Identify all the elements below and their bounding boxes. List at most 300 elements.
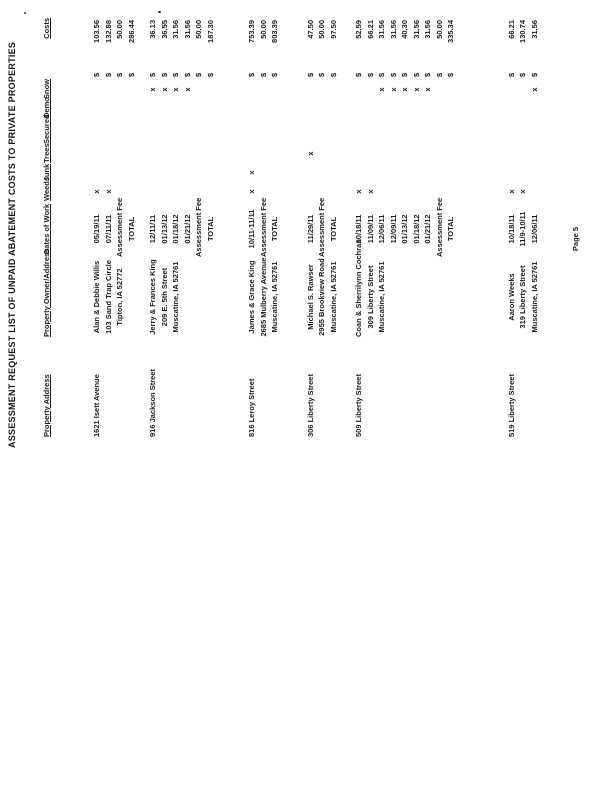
currency-symbol: $ — [126, 72, 136, 77]
mark-cell-weeds: x — [92, 189, 101, 194]
mark-cell-trees — [399, 144, 411, 163]
mark-cell-secured — [529, 118, 541, 144]
spacer-row — [216, 18, 246, 437]
mark-cell-secured — [170, 118, 182, 144]
table-header-row — [42, 18, 55, 437]
mark-cell-junk — [445, 163, 457, 182]
table-row-group1 — [103, 18, 115, 437]
owner-address-cell: Muscatine, IA 52761 — [328, 261, 338, 333]
spacer-row — [339, 18, 353, 437]
cost-amount: 132.88 — [103, 20, 113, 43]
currency-symbol: $ — [92, 72, 101, 77]
column-header-property-owner-address: Property Owner/Address — [42, 248, 51, 337]
mark-cell-weeds — [388, 182, 400, 201]
cost-cell — [529, 18, 541, 80]
mark-cell-demo — [388, 99, 400, 118]
owner-address-cell: 2955 Brookview Road — [317, 258, 326, 336]
mark-cell-snow — [506, 80, 518, 99]
column-header-trees: Trees — [42, 143, 51, 163]
cost-amount: 36.13 — [148, 20, 157, 39]
date-of-work-cell: 12/06/11 — [529, 214, 539, 244]
owner-address-cell: 309 Liberty Street — [365, 265, 375, 329]
cost-amount: 803.39 — [270, 20, 279, 43]
owner-address-cell: Tipton, IA 52772 — [115, 268, 124, 326]
owner-address-cell: Muscatine, IA 52761 — [377, 261, 386, 333]
mark-cell-junk — [126, 163, 138, 182]
property-address-cell — [193, 337, 205, 437]
owner-address-cell: Muscatine, IA 52761 — [529, 261, 539, 333]
page-number: Page 5 — [571, 226, 580, 252]
property-address-cell — [258, 337, 270, 437]
cost-cell — [305, 18, 317, 80]
property-address-cell — [445, 337, 457, 437]
mark-cell-trees — [388, 144, 400, 163]
mark-cell-weeds: x — [354, 189, 363, 194]
mark-cell-junk — [147, 163, 159, 182]
mark-cell-snow: x — [159, 87, 169, 92]
cost-amount: 286.44 — [126, 20, 136, 43]
currency-symbol: $ — [377, 72, 386, 77]
mark-cell-junk — [365, 163, 377, 182]
table-row-group1 — [91, 18, 103, 437]
owner-address-cell: 2685 Mulberry Avenue — [258, 257, 268, 337]
cost-cell — [399, 18, 411, 80]
cost-cell — [170, 18, 182, 80]
spacer-cell — [137, 18, 147, 437]
owner-address-cell: James & Grace King — [247, 260, 256, 334]
mark-cell-demo — [445, 99, 457, 118]
table-row-group6 — [517, 18, 529, 437]
date-of-work-cell: Assessment Fee — [258, 197, 268, 257]
date-of-work-cell: 10/18/11 — [506, 214, 516, 244]
mark-cell-junk — [434, 163, 446, 182]
property-address-cell — [170, 337, 182, 437]
mark-cell-demo — [411, 99, 423, 118]
property-address-cell: 519 Liberty Street — [506, 374, 516, 437]
mark-cell-demo — [529, 99, 541, 118]
mark-cell-secured — [517, 118, 529, 144]
column-header-property-address: Property Address — [42, 374, 51, 437]
cost-cell — [434, 18, 446, 80]
currency-symbol: $ — [247, 72, 256, 77]
mark-cell-weeds — [147, 182, 159, 201]
mark-cell-weeds — [399, 182, 411, 201]
mark-cell-secured — [246, 118, 258, 144]
mark-cell-secured — [193, 118, 205, 144]
cost-amount: 66.21 — [365, 20, 375, 39]
owner-address-cell: 209 E. 5th Street — [159, 267, 169, 327]
date-of-work-cell: 01/18/12 — [411, 214, 421, 244]
scan-speck — [158, 11, 161, 13]
currency-symbol: $ — [270, 72, 279, 77]
mark-cell-junk — [182, 163, 194, 182]
cost-amount: 50.00 — [115, 20, 124, 39]
currency-symbol: $ — [171, 72, 180, 77]
property-address-cell — [269, 337, 281, 437]
mark-cell-snow — [445, 80, 457, 99]
cost-cell — [114, 18, 126, 80]
cost-amount: 335.34 — [446, 20, 455, 43]
mark-cell-junk — [529, 163, 541, 182]
currency-symbol: $ — [328, 72, 338, 77]
cost-amount: 187.30 — [205, 20, 215, 43]
mark-cell-demo — [434, 99, 446, 118]
date-of-work-cell: 11/09/11 — [365, 214, 375, 244]
mark-cell-junk — [422, 163, 434, 182]
date-of-work-cell: 12/09/11 — [388, 214, 398, 244]
currency-symbol: $ — [182, 72, 192, 77]
table-row-group5 — [365, 18, 377, 437]
mark-cell-junk — [193, 163, 205, 182]
mark-cell-demo — [193, 99, 205, 118]
cost-cell — [316, 18, 328, 80]
cost-cell — [193, 18, 205, 80]
mark-cell-secured — [445, 118, 457, 144]
mark-cell-demo — [182, 99, 194, 118]
owner-address-cell: Muscatine, IA 52761 — [270, 261, 279, 333]
mark-cell-junk — [328, 163, 340, 182]
cost-cell — [353, 18, 365, 80]
cost-amount: 31.56 — [529, 20, 539, 39]
cost-amount: 753.39 — [247, 20, 256, 43]
mark-cell-secured — [365, 118, 377, 144]
mark-cell-trees — [126, 144, 138, 163]
cost-cell — [365, 18, 377, 80]
mark-cell-snow — [205, 80, 217, 99]
mark-cell-junk: x — [247, 170, 256, 175]
table-row-group5 — [422, 18, 434, 437]
table-row-group4 — [328, 18, 340, 437]
mark-cell-junk — [205, 163, 217, 182]
property-address-cell — [399, 337, 411, 437]
mark-cell-demo — [365, 99, 377, 118]
mark-cell-junk — [269, 163, 281, 182]
mark-cell-trees — [506, 144, 518, 163]
mark-cell-secured — [182, 118, 194, 144]
cost-cell — [159, 18, 171, 80]
mark-cell-secured — [91, 118, 103, 144]
date-of-work-cell: 01/18/12 — [171, 214, 180, 244]
mark-cell-demo — [103, 99, 115, 118]
mark-cell-trees — [91, 144, 103, 163]
owner-address-cell: Aaron Weeks — [506, 273, 516, 321]
mark-cell-secured — [205, 118, 217, 144]
cost-amount: 50.00 — [258, 20, 268, 39]
mark-cell-weeds — [529, 182, 541, 201]
mark-cell-trees — [103, 144, 115, 163]
property-address-cell — [182, 337, 194, 437]
owner-address-cell: Michael S. Rawser — [305, 264, 315, 330]
mark-cell-trees — [445, 144, 457, 163]
mark-cell-demo — [147, 99, 159, 118]
table-row-group3 — [246, 18, 258, 437]
table-row-group5 — [434, 18, 446, 437]
table-row-group3 — [258, 18, 270, 437]
mark-cell-secured — [114, 118, 126, 144]
cost-cell — [388, 18, 400, 80]
mark-cell-secured — [316, 118, 328, 144]
mark-cell-secured — [434, 118, 446, 144]
mark-cell-weeds — [422, 182, 434, 201]
mark-cell-trees — [529, 144, 541, 163]
mark-cell-trees — [422, 144, 434, 163]
mark-cell-junk — [170, 163, 182, 182]
spacer-cell — [457, 18, 506, 437]
mark-cell-demo — [517, 99, 529, 118]
date-of-work-cell: 11/9-10/11 — [518, 211, 527, 247]
mark-cell-weeds — [126, 182, 138, 201]
cost-amount: 40.30 — [400, 20, 409, 39]
mark-cell-junk — [114, 163, 126, 182]
cost-cell — [205, 18, 217, 80]
mark-cell-demo — [114, 99, 126, 118]
currency-symbol: $ — [354, 72, 363, 77]
date-of-work-cell: 01/21/12 — [182, 214, 192, 244]
mark-cell-demo — [506, 99, 518, 118]
table-row-group2 — [147, 18, 159, 437]
property-address-cell — [126, 337, 138, 437]
table-row-group5 — [353, 18, 365, 437]
currency-symbol: $ — [205, 72, 215, 77]
mark-cell-junk — [388, 163, 400, 182]
owner-address-cell: Muscatine, IA 52761 — [171, 261, 180, 333]
mark-cell-snow: x — [148, 87, 157, 92]
cost-amount: 52.59 — [354, 20, 363, 39]
mark-cell-secured — [376, 118, 388, 144]
currency-symbol: $ — [317, 72, 326, 77]
column-header-junk: Junk — [42, 163, 51, 182]
date-of-work-cell: TOTAL — [328, 216, 338, 242]
mark-cell-snow — [114, 80, 126, 99]
date-of-work-cell: 01/13/12 — [159, 214, 169, 244]
property-address-cell — [114, 337, 126, 437]
cost-amount: 31.56 — [423, 20, 432, 39]
owner-address-cell — [422, 257, 434, 337]
mark-cell-junk — [517, 163, 529, 182]
currency-symbol: $ — [411, 72, 421, 77]
mark-cell-snow — [305, 80, 317, 99]
mark-cell-weeds — [170, 182, 182, 201]
mark-cell-secured — [353, 118, 365, 144]
mark-cell-secured — [411, 118, 423, 144]
cost-amount: 31.56 — [171, 20, 180, 39]
property-address-cell — [388, 337, 400, 437]
property-address-cell — [376, 337, 388, 437]
cost-cell — [411, 18, 423, 80]
column-header-costs: Costs — [42, 18, 51, 39]
mark-cell-trees — [376, 144, 388, 163]
currency-symbol: $ — [400, 72, 409, 77]
property-address-cell — [328, 337, 340, 437]
table-row-group2 — [193, 18, 205, 437]
mark-cell-snow — [246, 80, 258, 99]
mark-cell-junk — [159, 163, 171, 182]
mark-cell-junk — [103, 163, 115, 182]
mark-cell-junk — [399, 163, 411, 182]
mark-cell-demo — [305, 99, 317, 118]
mark-cell-demo — [170, 99, 182, 118]
mark-cell-trees — [365, 144, 377, 163]
currency-symbol: $ — [365, 72, 375, 77]
mark-cell-weeds: x — [103, 189, 113, 194]
date-of-work-cell: 07/11/11 — [103, 214, 113, 244]
currency-symbol: $ — [529, 72, 539, 77]
property-address-cell: 306 Liberty Street — [305, 374, 315, 437]
table-row-group5 — [376, 18, 388, 437]
cost-amount: 47.50 — [305, 20, 315, 39]
owner-address-cell: Coan & Sherrilynn Cochran — [354, 239, 363, 337]
date-of-work-cell: 11/29/11 — [305, 214, 315, 244]
currency-symbol: $ — [434, 72, 444, 77]
date-of-work-cell: Assessment Fee — [115, 197, 124, 257]
cost-amount: 31.56 — [388, 20, 398, 39]
cost-amount: 130.74 — [518, 20, 527, 43]
cost-cell — [258, 18, 270, 80]
mark-cell-demo — [316, 99, 328, 118]
table-row-group2 — [205, 18, 217, 437]
cost-amount: 103.56 — [92, 20, 101, 43]
cost-cell — [506, 18, 518, 80]
spacer-cell — [281, 18, 305, 437]
cost-cell — [445, 18, 457, 80]
date-of-work-cell: 01/21/12 — [423, 214, 432, 244]
cost-cell — [328, 18, 340, 80]
mark-cell-secured — [399, 118, 411, 144]
mark-cell-junk — [411, 163, 423, 182]
table-row-group2 — [159, 18, 171, 437]
mark-cell-snow — [365, 80, 377, 99]
table-row-group5 — [399, 18, 411, 437]
currency-symbol: $ — [258, 72, 268, 77]
mark-cell-snow: x — [182, 87, 192, 92]
mark-cell-trees — [434, 144, 446, 163]
mark-cell-snow — [316, 80, 328, 99]
mark-cell-snow: x — [377, 87, 386, 92]
date-of-work-cell: 05/19/11 — [92, 214, 101, 244]
mark-cell-snow — [328, 80, 340, 99]
table-row-group5 — [411, 18, 423, 437]
currency-symbol: $ — [148, 72, 157, 77]
column-header-secured: Secured — [42, 114, 51, 144]
spacer-row — [137, 18, 147, 437]
owner-address-cell — [126, 257, 138, 337]
spacer-cell — [216, 18, 246, 437]
property-address-cell: 1621 Isett Avenue — [92, 374, 101, 437]
mark-cell-snow: x — [423, 87, 432, 92]
mark-cell-trees — [316, 144, 328, 163]
mark-cell-secured — [506, 118, 518, 144]
mark-cell-secured — [388, 118, 400, 144]
cost-cell — [126, 18, 138, 80]
mark-cell-demo — [246, 99, 258, 118]
cost-cell — [376, 18, 388, 80]
cost-amount: 31.56 — [377, 20, 386, 39]
mark-cell-secured — [126, 118, 138, 144]
property-address-cell — [365, 337, 377, 437]
mark-cell-trees — [159, 144, 171, 163]
mark-cell-snow: x — [529, 87, 539, 92]
table-row-group2 — [182, 18, 194, 437]
spacer-cell — [339, 18, 353, 437]
property-address-cell — [205, 337, 217, 437]
mark-cell-demo — [205, 99, 217, 118]
currency-symbol: $ — [446, 72, 455, 77]
currency-symbol: $ — [159, 72, 169, 77]
mark-cell-weeds — [269, 182, 281, 201]
mark-cell-trees — [193, 144, 205, 163]
table-row-group1 — [114, 18, 126, 437]
table-row-group2 — [170, 18, 182, 437]
mark-cell-snow — [91, 80, 103, 99]
property-address-cell — [529, 337, 541, 437]
property-address-cell — [434, 337, 446, 437]
mark-cell-secured — [103, 118, 115, 144]
owner-address-cell — [182, 257, 194, 337]
currency-symbol: $ — [115, 72, 124, 77]
date-of-work-cell: 12/06/11 — [377, 214, 386, 244]
cost-cell — [517, 18, 529, 80]
mark-cell-snow — [193, 80, 205, 99]
owner-address-cell: Jerry & Frances King — [148, 259, 157, 335]
spacer-row — [55, 18, 91, 437]
cost-cell — [91, 18, 103, 80]
scan-speck — [24, 12, 26, 14]
mark-cell-demo — [399, 99, 411, 118]
table-row-group6 — [506, 18, 518, 437]
property-address-cell: 509 Liberty Street — [354, 374, 363, 437]
currency-symbol: $ — [194, 72, 203, 77]
property-address-cell — [517, 337, 529, 437]
table-row-group1 — [126, 18, 138, 437]
document-title: ASSESSMENT REQUEST LIST OF UNPAID ABATEMENT COSTS TO PRIVATE PROPERTIES — [7, 41, 17, 448]
mark-cell-trees — [517, 144, 529, 163]
mark-cell-junk — [316, 163, 328, 182]
mark-cell-secured — [305, 118, 317, 144]
cost-amount: 36.55 — [159, 20, 169, 39]
table-row-group4 — [316, 18, 328, 437]
mark-cell-snow: x — [388, 87, 398, 92]
mark-cell-snow — [269, 80, 281, 99]
owner-address-cell — [399, 257, 411, 337]
mark-cell-junk — [91, 163, 103, 182]
mark-cell-weeds — [445, 182, 457, 201]
mark-cell-trees — [411, 144, 423, 163]
currency-symbol: $ — [506, 72, 516, 77]
mark-cell-secured — [422, 118, 434, 144]
owner-address-cell: 319 Liberty Street — [518, 265, 527, 329]
owner-address-cell — [193, 257, 205, 337]
mark-cell-trees — [182, 144, 194, 163]
mark-cell-trees — [246, 144, 258, 163]
mark-cell-weeds — [328, 182, 340, 201]
mark-cell-trees — [114, 144, 126, 163]
mark-cell-snow: x — [400, 87, 409, 92]
cost-cell — [103, 18, 115, 80]
property-address-cell: 816 Leroy Street — [247, 378, 256, 437]
currency-symbol: $ — [423, 72, 432, 77]
spacer-row — [457, 18, 506, 437]
mark-cell-secured — [269, 118, 281, 144]
table-row-group6 — [529, 18, 541, 437]
cost-amount: 50.00 — [434, 20, 444, 39]
mark-cell-snow — [258, 80, 270, 99]
currency-symbol: $ — [305, 72, 315, 77]
cost-amount: 97.50 — [328, 20, 338, 39]
date-of-work-cell: Assessment Fee — [317, 197, 326, 257]
owner-address-cell — [205, 257, 217, 337]
mark-cell-weeds — [411, 182, 423, 201]
assessment-table — [42, 18, 540, 437]
